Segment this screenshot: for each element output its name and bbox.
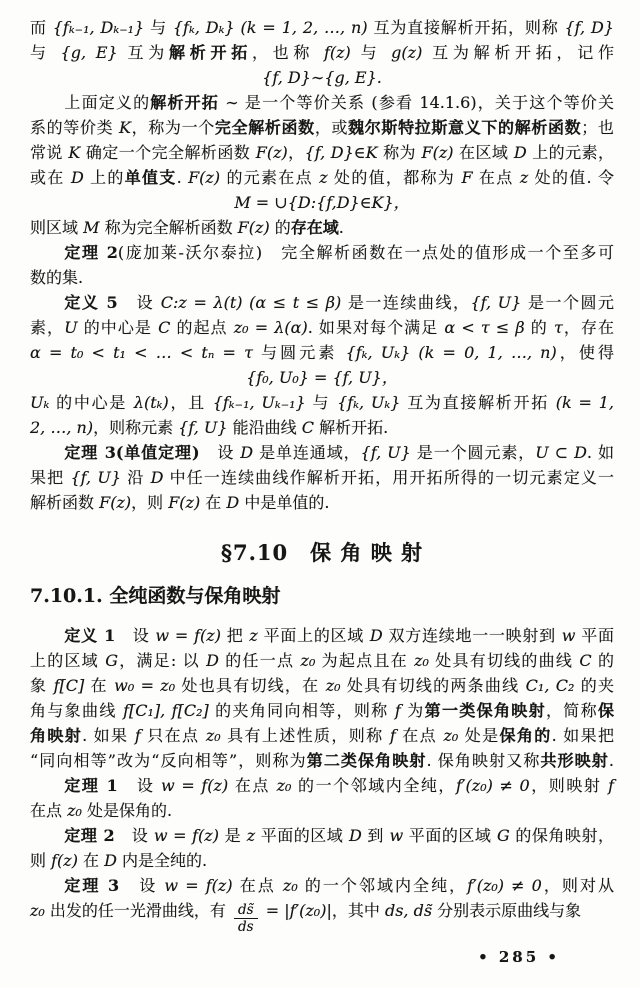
text-line [30,65,614,90]
text-run: 解析函数 [30,493,100,512]
math-expression: z₀ [30,901,45,920]
text-run: ，满足: 以 [118,651,207,670]
bold-term: 解析开拓 [169,43,252,62]
math-expression: {f, D}∼{g, E}. [262,68,382,87]
text-run: 称为 [377,143,422,162]
text-run: . [338,218,344,237]
text-run: 互为直接解析开拓 [400,393,556,412]
bold-term: 定理 2 [64,826,115,845]
text-line [30,265,614,290]
math-expression: F [461,168,473,187]
text-line [30,490,614,515]
text-part-1 [30,15,614,515]
bold-term: 存在域 [290,218,339,237]
text-run: 数的集. [30,268,84,287]
bold-term: 保 [597,701,614,720]
text-run: 内是全纯的. [116,851,208,870]
text-run: 是单连通域， [253,443,361,462]
text-run: 处也具有切线，在 [175,676,326,695]
text-run: 在 [200,493,227,512]
text-run: 是一个圆元 [521,293,615,312]
math-expression: g(z) [391,43,423,62]
text-line [30,623,614,648]
math-expression: w = f(z) [161,776,229,795]
text-run: 系的等价类 [30,118,120,137]
text-run: 的 [269,218,291,237]
math-expression: D [70,168,84,187]
text-part-2 [30,623,614,934]
text-run: 处是 [458,726,500,745]
math-expression: {fₖ, Dₖ} (k = 1, 2, …, n) [172,18,368,37]
text-run: ， [287,143,305,162]
math-expression: z₀ [276,776,292,795]
fraction-numerator: ds̃ [234,903,258,919]
text-run: ；也 [581,118,614,137]
math-expression: {f, U} [70,468,122,487]
math-expression: w [561,626,576,645]
text-run: 平面的区域 [255,826,349,845]
math-expression: z₀ [282,876,298,895]
math-expression: D [104,851,117,870]
math-expression: Uₖ [30,393,50,412]
math-expression: f′(z₀) ≠ 0 [455,776,530,795]
math-expression: D [513,143,527,162]
math-expression: (k = 1, [555,393,614,412]
text-run: . 如 [586,443,614,462]
text-run: 的中心是 [49,393,134,412]
math-expression: F(z) [99,493,132,512]
text-run: (庞加莱-沃尔泰拉) 完全解析函数在一点处的值形成一个至多可 [117,243,614,262]
math-expression: α < τ ≤ β [444,318,525,337]
text-run: 是一连续曲线， [341,293,471,312]
text-run: 解析开拓. [313,418,389,437]
text-run: 平面的区域 [403,826,497,845]
text-line [30,315,614,340]
text-run: ，或 [314,118,349,137]
text-run: 设 [199,443,241,462]
text-run: 中是单值的. [239,493,330,512]
math-expression: f(z) [323,43,351,62]
math-expression: C [301,418,314,437]
text-line [30,440,614,465]
text-run: 的夹 [574,676,614,695]
math-expression: z₀ = λ(α) [233,318,308,337]
math-expression: z₀ [205,726,221,745]
text-run: 与 [305,393,338,412]
bold-term: 魏尔斯特拉斯意义下的解析函数 [348,118,582,137]
math-expression: M = ∪{D:{f,D}∈K}， [234,193,410,212]
math-expression: w₀ = z₀ [114,676,176,695]
math-expression: f [608,776,614,795]
math-expression: z₀ [443,726,459,745]
math-expression: z [249,626,258,645]
text-line [30,848,614,873]
text-run: 互为直接解析开拓，则称 [367,18,565,37]
math-expression: U [64,318,78,337]
text-run: 与 [350,43,392,62]
math-expression: w [389,826,404,845]
text-run: ，存在 [562,318,614,337]
text-run: 的中心是 [77,318,159,337]
math-expression: C [579,651,592,670]
text-run: 确定一个完全解析函数 [80,143,256,162]
text-run: . 保角映射又称 [426,751,541,770]
text-run: 的保角映射， [509,826,614,845]
math-expression: F(z) [421,143,454,162]
text-run: . [176,168,189,187]
math-expression: 2, …, n) [30,418,94,437]
bold-term: 定义 1 [64,626,116,645]
text-run: . [608,751,614,770]
text-run: ，则映射 [529,776,609,795]
text-line [30,140,614,165]
text-line [30,773,614,798]
bold-term: 定理 3 [64,876,120,895]
text-run: 的夹角同向相等，则称 [208,701,395,720]
text-run: 的 [524,318,554,337]
text-run: 设 [114,826,154,845]
text-run: 在 [77,851,105,870]
text-run: 与 [30,43,61,62]
math-expression: {f, U} [178,418,228,437]
text-line [30,115,614,140]
text-run: 的一个邻域内全纯， [291,776,456,795]
math-expression: C [158,318,171,337]
math-expression: K [68,143,81,162]
math-expression: ds, ds̃ [384,901,433,920]
text-line [30,90,614,115]
math-expression: {f, U} [360,443,411,462]
text-line [30,365,614,390]
math-expression: D [240,443,254,462]
text-line [30,465,614,490]
math-expression: w = f(z) [155,626,221,645]
bold-term: 第二类保角映射 [306,751,427,770]
fraction-denominator: ds [238,919,254,936]
math-expression: F(z) [237,218,270,237]
text-run: ，称为一个 [130,118,215,137]
section-title: §7.10 保 角 映 射 [220,540,424,565]
math-expression: z [319,168,328,187]
text-run: 在点 [472,168,520,187]
text-run: 常说 [30,143,69,162]
text-run: ，且 [168,393,213,412]
text-run: 是一个圆元素， [410,443,536,462]
text-run: 则 [30,851,52,870]
math-expression: f [394,701,401,720]
text-run: 称为完全解析函数 [99,218,238,237]
math-expression: α = t₀ < t₁ < … < tₙ = τ [30,343,253,362]
math-expression: z [246,826,256,845]
text-run: 平面上的区域 [257,626,370,645]
text-line [30,823,614,848]
text-run: ，则 [131,493,169,512]
math-expression: {fₖ, Uₖ} (k = 0, 1, …, n) [345,343,557,362]
math-expression: f[C] [53,676,85,695]
text-run: 设 [119,876,165,895]
bold-term: 定义 5 [64,293,118,312]
text-run: ，其中 [331,901,385,920]
math-expression: M [83,218,100,237]
text-run: 在点 [228,776,277,795]
text-run: 只在点 [140,726,206,745]
math-expression: τ [553,318,563,337]
math-expression: K [119,118,131,137]
text-run: 上的元素， [526,143,614,162]
bold-term: 共形映射 [540,751,609,770]
math-expression: D [226,493,240,512]
text-run: ，使得 [556,343,614,362]
text-run: 互为解析开拓，记作 [422,43,614,62]
bold-term: 定理 3(单值定理) [64,443,200,462]
text-run: 设 [117,776,162,795]
text-run: 在 [84,676,115,695]
bold-term: 单值支 [124,168,177,187]
text-line [30,190,614,215]
math-expression: z₀ [325,676,341,695]
math-expression: {fₖ₋₁, Uₖ₋₁} [212,393,306,412]
text-run: 把 [220,626,250,645]
text-run: . 如果把 [551,726,614,745]
bold-term: 保角的 [499,726,552,745]
fraction-ds-tilde-over-ds [234,903,258,934]
text-run: 在点 [30,801,68,820]
math-expression: f′(z₀) ≠ 0 [467,876,542,895]
text-run: 上的 [83,168,125,187]
math-expression: {fₖ₋₁, Dₖ₋₁} [52,18,145,37]
math-expression: G [105,651,118,670]
text-line [30,215,614,240]
text-line [30,340,614,365]
math-expression: U ⊂ D [535,443,587,462]
text-run: 处的值，都称为 [327,168,462,187]
math-expression: {f₀, U₀} = {f, U}， [246,368,398,387]
text-run: 角与象曲线 [30,701,124,720]
math-expression: f [389,726,396,745]
math-expression: z₀ [300,651,316,670]
math-expression: f[C₁], f[C₂] [123,701,209,720]
text-run: 的一个邻域内全纯， [297,876,468,895]
text-run: ，也称 [251,43,324,62]
text-run: 的起点 [170,318,234,337]
math-expression: C:z = λ(t) (α ≤ t ≤ β) [160,293,342,312]
text-run: 处是保角的. [81,801,173,820]
text-line [30,290,614,315]
text-run: 是 [218,826,247,845]
text-run: 上的区域 [30,651,106,670]
math-expression: D [348,826,362,845]
text-run: 设 [117,293,161,312]
text-run: 沿 [121,468,151,487]
math-expression: f [134,726,141,745]
text-run: 为起点且在 [315,651,415,670]
math-expression: f(z) [51,851,78,870]
text-run: 的任一点 [218,651,301,670]
text-line [30,798,614,823]
text-line [30,240,614,265]
text-run: 分别表示原曲线与象 [432,901,582,920]
text-run: 双方连续地一一映射到 [382,626,562,645]
text-run: 互为 [117,43,170,62]
math-expression: C₁, C₂ [525,676,575,695]
math-expression: F(z) [168,493,201,512]
math-expression: {f, U} [470,293,522,312]
text-run: ，则对从 [541,876,614,895]
text-line [30,873,614,898]
text-run: 上面定义的 [64,93,151,112]
text-run: 能沿曲线 [227,418,302,437]
math-expression: {f, D}∈K [304,143,378,162]
text-run: ，则称元素 [93,418,179,437]
text-line [30,165,614,190]
subsection-title: 7.10.1. 全纯函数与保角映射 [30,585,281,607]
text-run: 为 [400,701,425,720]
text-run: 的元素在点 [220,168,320,187]
text-line [30,673,614,698]
math-expression: = |f′(z₀)| [260,901,332,920]
page-number: • 285 • [478,948,560,967]
text-run: 到 [361,826,390,845]
text-run: 在点 [232,876,283,895]
text-line [30,898,614,934]
math-expression: D [150,468,164,487]
text-line [30,723,614,748]
text-run: ∼ 是一个等价关系 (参看 14.1.6)，关于这个等价关 [218,93,614,112]
text-line [30,15,614,40]
text-run: 在点 [395,726,444,745]
text-run: 处具有切线的两条曲线 [340,676,526,695]
bold-term: 定理 2 [64,243,118,262]
math-expression: {f, D} [564,18,614,37]
text-line [30,748,614,773]
text-line [30,648,614,673]
text-run: . 如果 [82,726,135,745]
text-run: 与 [144,18,173,37]
bold-term: 完全解析函数 [214,118,315,137]
math-expression: w = f(z) [153,826,219,845]
bold-term: 定理 1 [64,776,118,795]
text-run: 平面 [575,626,614,645]
text-run: 的 [591,651,614,670]
math-expression: D [206,651,219,670]
math-expression: z₀ [67,801,82,820]
math-expression: F(z) [188,168,221,187]
math-expression: {g, E} [60,43,118,62]
math-expression: w = f(z) [164,876,233,895]
text-run: 果把 [30,468,71,487]
text-line [30,415,614,440]
text-run: 在区域 [453,143,514,162]
math-expression: D [369,626,383,645]
math-expression: z₀ [414,651,429,670]
text-line [30,40,614,65]
text-run: “同向相等”改为“反向相等”，则称为 [30,751,307,770]
text-run: 出发的任一光滑曲线，有 [44,901,232,920]
text-run: 处的值. 令 [528,168,614,187]
text-run: 中任一连续曲线作解析开拓，用开拓所得的一切元素定义一 [163,468,614,487]
math-expression: z [519,168,529,187]
text-run: 具有上述性质，则称 [220,726,390,745]
text-run: 象 [30,676,54,695]
text-run: 设 [115,626,156,645]
bold-term: 解析开拓 [150,93,219,112]
text-run: 或在 [30,168,71,187]
math-expression: G [497,826,510,845]
math-expression: {fₖ, Uₖ} [337,393,401,412]
text-run: 处具有切线的曲线 [428,651,580,670]
text-run: ，简称 [545,701,598,720]
text-line [30,390,614,415]
text-run: 素， [30,318,65,337]
math-expression: F(z) [255,143,288,162]
text-run: . 如果对每个满足 [307,318,445,337]
math-expression: λ(tₖ) [133,393,169,412]
text-run: 则区域 [30,218,84,237]
bold-term: 第一类保角映射 [424,701,546,720]
text-run: 而 [30,18,53,37]
text-run: 与圆元素 [252,343,346,362]
text-line [30,698,614,723]
bold-term: 角映射 [30,726,83,745]
